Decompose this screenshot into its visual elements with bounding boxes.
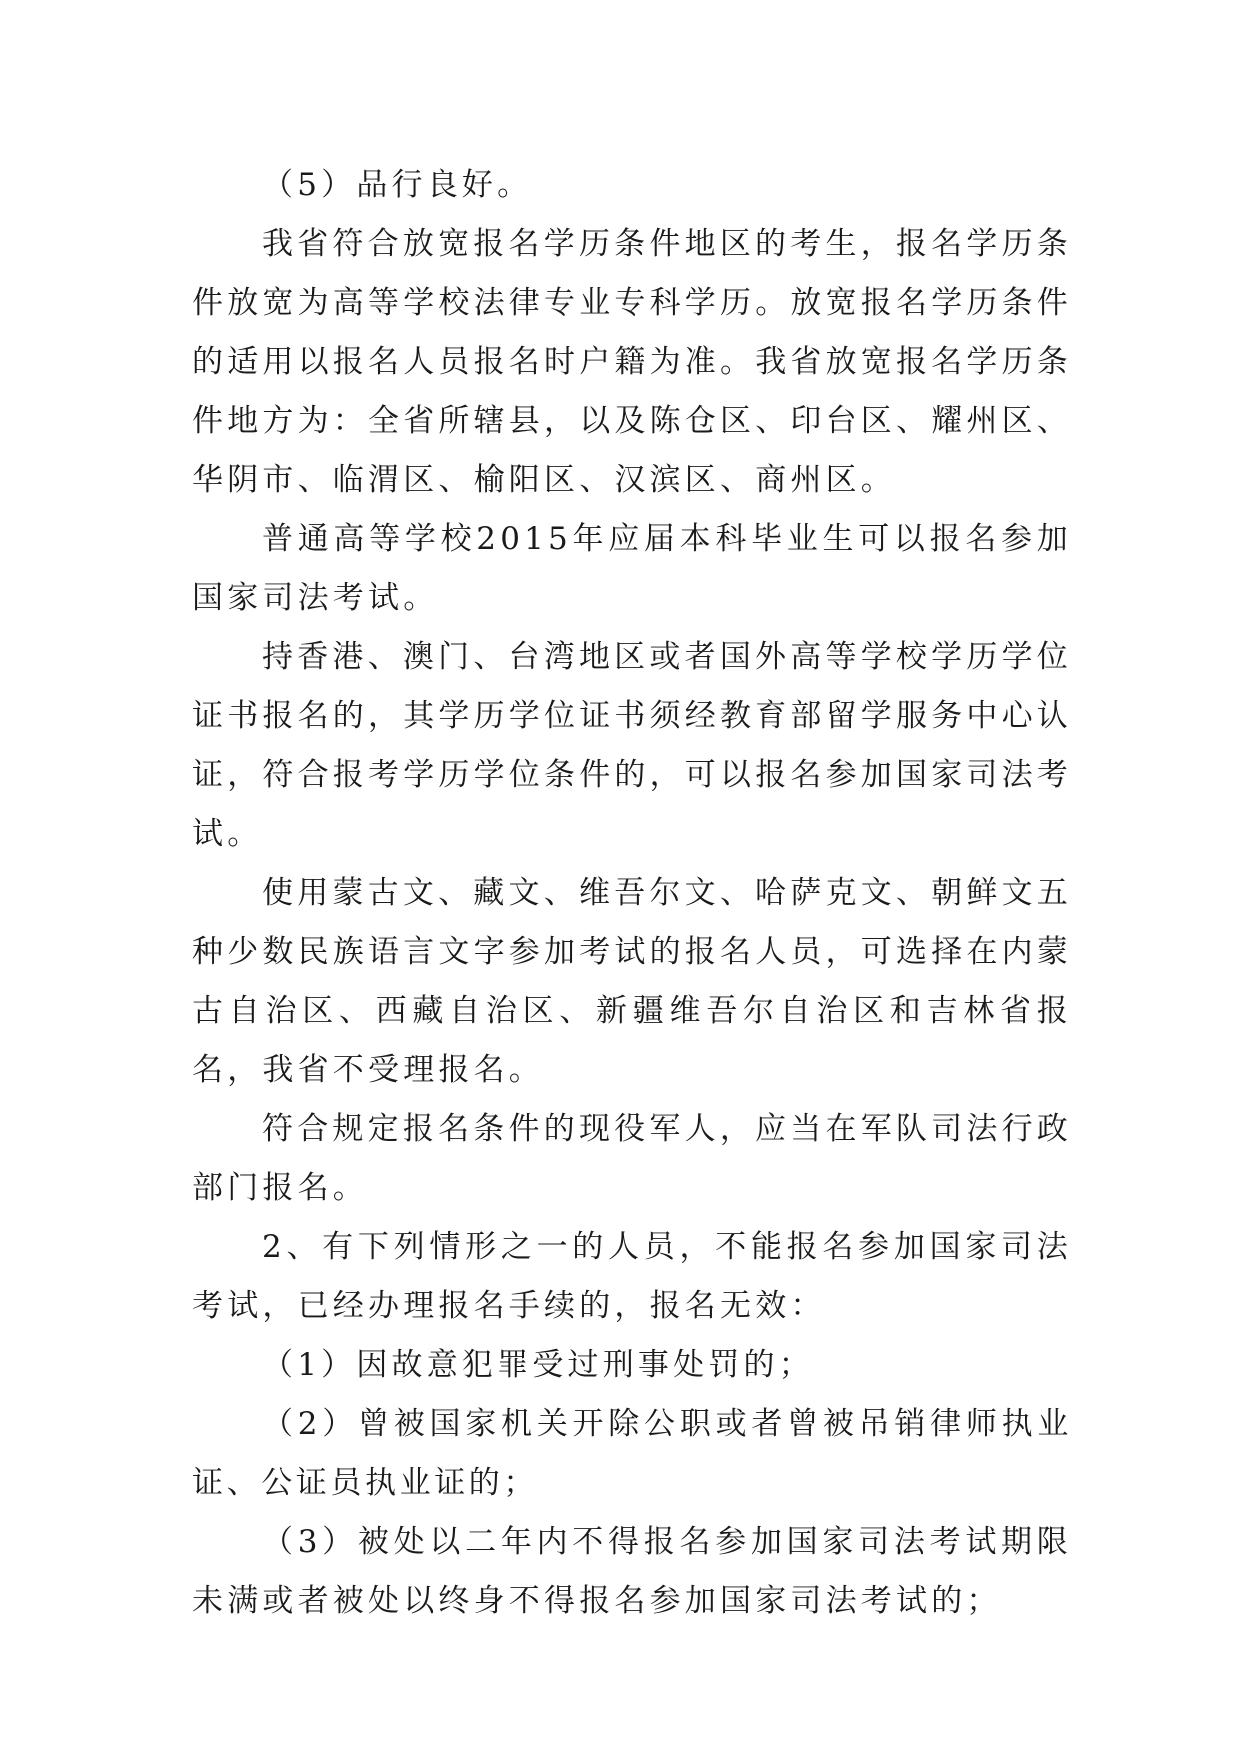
paragraph-foreign-degrees: 持香港、澳门、台湾地区或者国外高等学校学历学位证书报名的，其学历学位证书须经教育部留学服务中心认证，符合报考学历学位条件的，可以报名参加国家司法考试。 (192, 639, 1072, 852)
paragraph-graduates-2015: 普通高等学校2015年应届本科毕业生可以报名参加国家司法考试。 (192, 521, 1072, 616)
paragraph-military: 符合规定报名条件的现役军人，应当在军队司法行政部门报名。 (192, 1111, 1072, 1206)
paragraph-conduct: （5）品行良好。 (262, 167, 533, 203)
paragraph-minority-languages: 使用蒙古文、藏文、维吾尔文、哈萨克文、朝鲜文五种少数民族语言文字参加考试的报名人员，可选择在内蒙古自治区、西藏自治区、新疆维吾尔自治区和吉林省报名，我省不受理报名。 (192, 875, 1072, 1088)
paragraph-ineligible-heading: 2、有下列情形之一的人员，不能报名参加国家司法考试，已经办理报名手续的，报名无效： (192, 1229, 1072, 1324)
paragraph-relaxed-education: 我省符合放宽报名学历条件地区的考生，报名学历条件放宽为高等学校法律专业专科学历。放宽报名学历条件的适用以报名人员报名时户籍为准。我省放宽报名学历条件地方为：全省所辖县，以及陈仓区、印台区、耀州区、华阴市、临渭区、榆阳区、汉滨区、商州区。 (192, 226, 1072, 498)
paragraph-ineligible-item-1: （1）因故意犯罪受过刑事处罚的； (262, 1347, 814, 1383)
paragraph-ineligible-item-2: （2）曾被国家机关开除公职或者曾被吊销律师执业证、公证员执业证的； (192, 1406, 1072, 1501)
document-body (192, 156, 1072, 1631)
paragraph-ineligible-item-3: （3）被处以二年内不得报名参加国家司法考试期限未满或者被处以终身不得报名参加国家司法考试的； (192, 1524, 1072, 1619)
